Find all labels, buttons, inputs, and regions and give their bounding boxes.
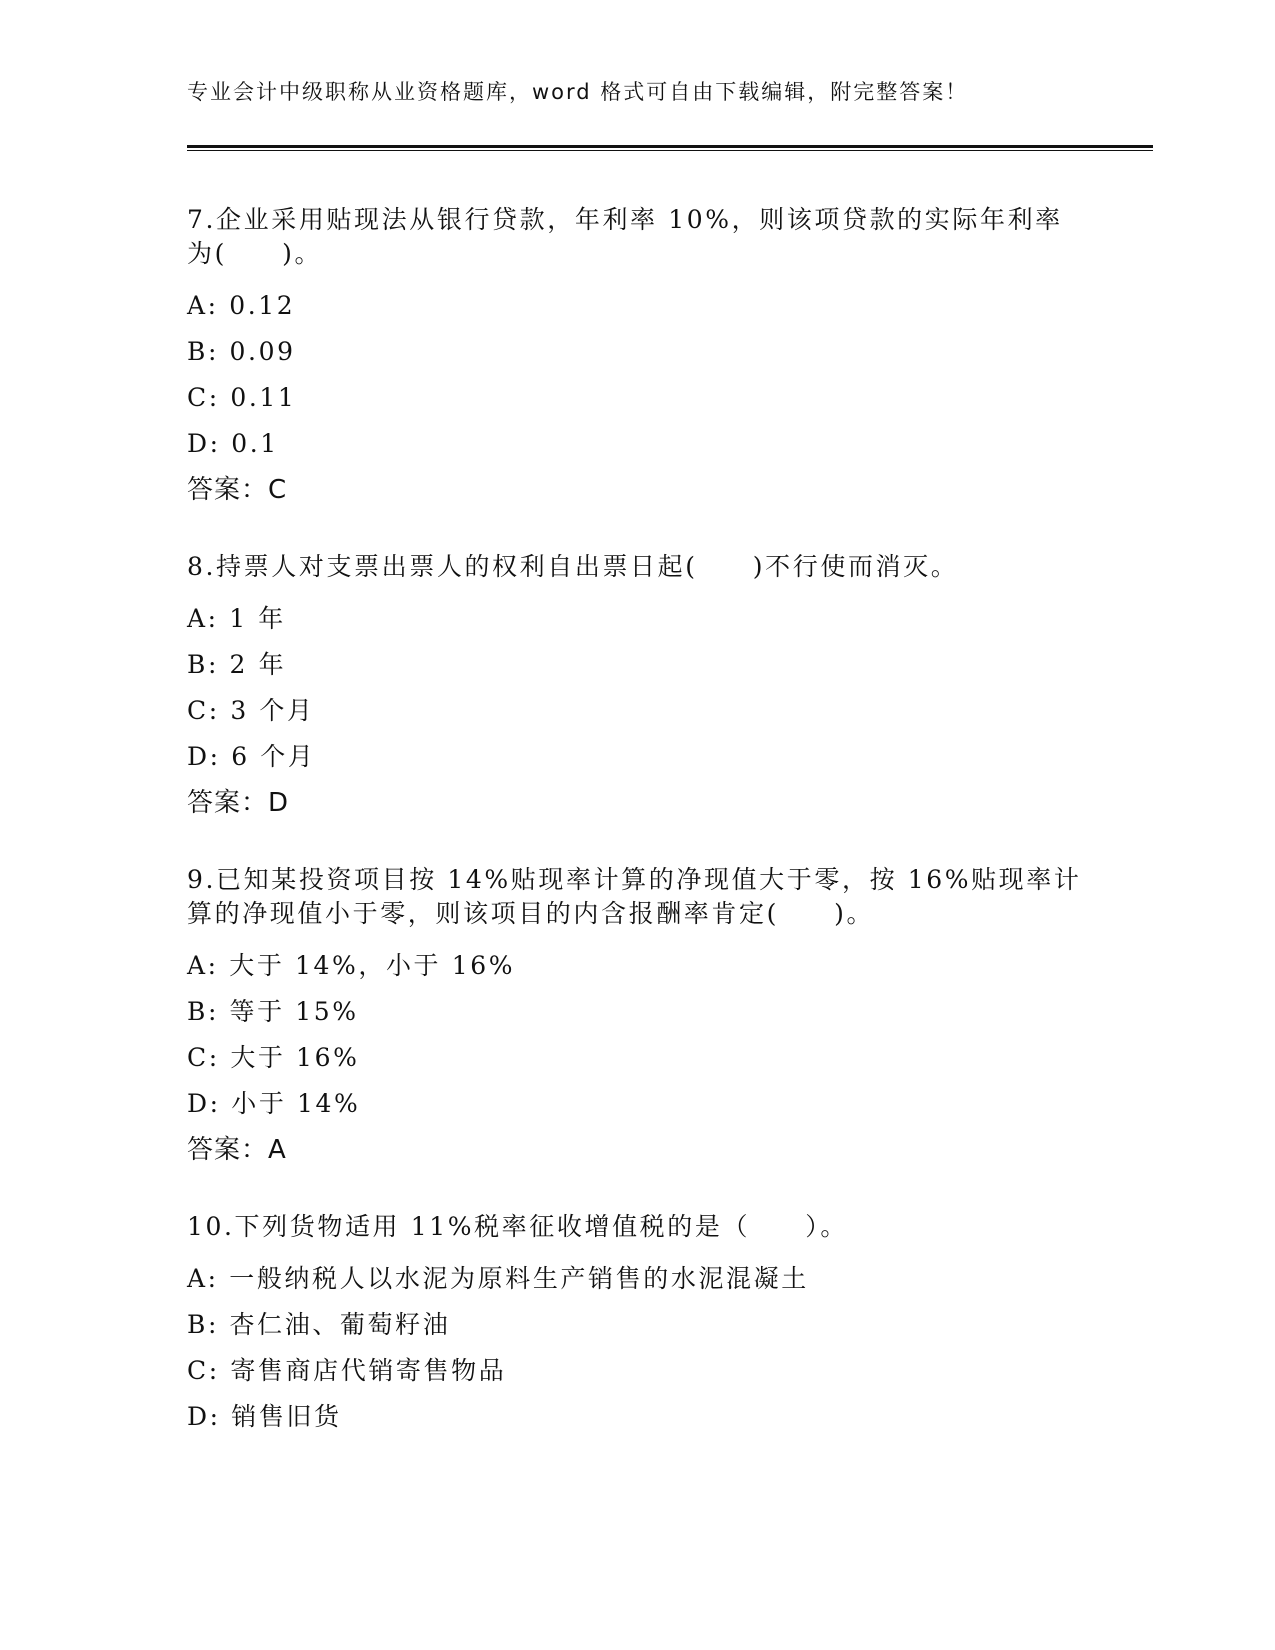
answer-option xyxy=(187,375,1087,421)
answer-option xyxy=(187,1394,1087,1440)
option-text: 1 年 xyxy=(229,604,286,633)
answer-option xyxy=(187,1302,1087,1348)
answer-option xyxy=(187,989,1087,1035)
question-block xyxy=(187,550,1087,826)
answer-option xyxy=(187,1035,1087,1081)
option-text: 0.1 xyxy=(231,429,279,458)
answer-option xyxy=(187,734,1087,780)
option-text: 等于 15% xyxy=(229,997,359,1026)
option-letter: C: xyxy=(187,383,220,412)
option-text: 销售旧货 xyxy=(231,1402,342,1431)
question-block xyxy=(187,203,1087,513)
option-letter: C: xyxy=(187,1356,220,1385)
answer-option xyxy=(187,329,1087,375)
question-stem: 9.已知某投资项目按 14%贴现率计算的净现值大于零，按 16%贴现率计算的净现值小于零，则该项目的内含报酬率肯定( )。 xyxy=(187,865,1082,928)
question-stem: 10.下列货物适用 11%税率征收增值税的是（ ）。 xyxy=(187,1212,848,1241)
option-text: 3 个月 xyxy=(230,696,315,725)
answer-key: 答案：D xyxy=(187,788,290,818)
option-letter: D: xyxy=(187,742,221,771)
answer-option xyxy=(187,1081,1087,1127)
answer-option xyxy=(187,688,1087,734)
option-letter: C: xyxy=(187,696,220,725)
option-text: 大于 16% xyxy=(230,1043,360,1072)
option-text: 寄售商店代销寄售物品 xyxy=(230,1356,507,1385)
option-text: 杏仁油、葡萄籽油 xyxy=(229,1310,451,1339)
option-letter: A: xyxy=(187,604,219,633)
answer-option xyxy=(187,1348,1087,1394)
answer-option xyxy=(187,943,1087,989)
option-letter: C: xyxy=(187,1043,220,1072)
answer-option xyxy=(187,596,1087,642)
option-letter: D: xyxy=(187,429,221,458)
option-letter: B: xyxy=(187,1310,219,1339)
option-text: 大于 14%，小于 16% xyxy=(229,951,516,980)
question-block xyxy=(187,863,1087,1173)
answer-option xyxy=(187,642,1087,688)
option-letter: B: xyxy=(187,650,219,679)
header-divider xyxy=(187,145,1153,148)
question-stem: 7.企业采用贴现法从银行贷款，年利率 10%，则该项贷款的实际年利率为( )。 xyxy=(187,205,1063,268)
option-letter: A: xyxy=(187,1264,219,1293)
question-block xyxy=(187,1210,1087,1440)
question-stem: 8.持票人对支票出票人的权利自出票日起( )不行使而消灭。 xyxy=(187,552,959,581)
answer-key: 答案：A xyxy=(187,1135,287,1165)
option-text: 0.12 xyxy=(229,291,296,320)
answer-option xyxy=(187,283,1087,329)
option-letter: B: xyxy=(187,337,219,366)
option-text: 6 个月 xyxy=(231,742,316,771)
question-list xyxy=(187,203,1087,1477)
option-text: 2 年 xyxy=(229,650,287,679)
option-letter: A: xyxy=(187,951,219,980)
answer-option xyxy=(187,1256,1087,1302)
option-letter: D: xyxy=(187,1402,221,1431)
header-divider-thin xyxy=(187,150,1153,151)
option-text: 一般纳税人以水泥为原料生产销售的水泥混凝土 xyxy=(229,1264,809,1293)
option-text: 0.11 xyxy=(230,383,297,412)
option-letter: A: xyxy=(187,291,219,320)
option-letter: D: xyxy=(187,1089,221,1118)
option-letter: B: xyxy=(187,997,219,1026)
page-header: 专业会计中级职称从业资格题库，word 格式可自由下载编辑，附完整答案！ xyxy=(187,80,969,104)
option-text: 小于 14% xyxy=(231,1089,361,1118)
option-text: 0.09 xyxy=(229,337,296,366)
answer-key: 答案：C xyxy=(187,475,288,505)
answer-option xyxy=(187,421,1087,467)
